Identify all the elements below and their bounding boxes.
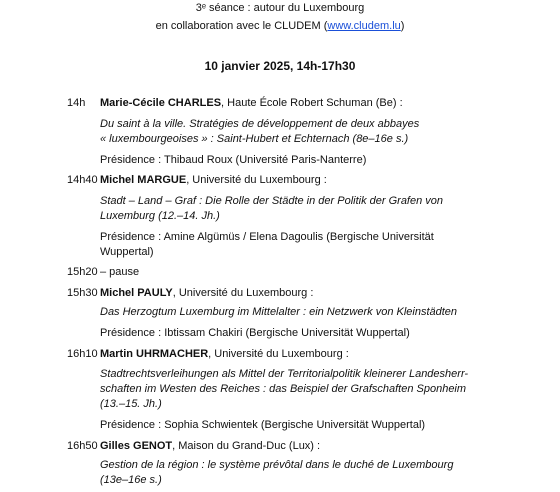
talk-title: (13.–15. Jh.) [100,398,162,410]
speaker-line [100,347,349,362]
talk-title: schaften im Westen des Reiches : das Beispiel der Grafschaften Sponheim [100,383,467,395]
speaker-name: Michel PAULY [100,287,173,299]
speaker-name: Martin UHRMACHER [100,348,209,360]
time-slot: 14h [67,97,86,109]
time-slot: 16h10 [67,348,98,360]
time-slot: 16h50 [67,440,98,452]
talk-title: Luxemburg (12.–14. Jh.) [100,210,220,222]
speaker-affiliation: , Haute École Robert Schuman (Be) : [221,97,403,109]
talk-title: Gestion de la région : le système prévôtal dans le duché de Luxembourg [100,459,454,471]
collab-suffix: ) [400,20,405,32]
time-slot: 15h30 [67,287,98,299]
speaker-line [100,439,320,454]
speaker-line [100,96,403,111]
speaker-name: Marie-Cécile CHARLES [100,97,222,109]
seance-heading: 3ᵉ séance : autour du Luxembourg [195,2,365,14]
time-slot: 14h40 [67,174,98,186]
cludem-link[interactable]: www.cludem.lu [327,20,401,32]
speaker-line [100,173,327,188]
talk-title: (13e–16e s.) [100,474,162,486]
speaker-line [100,286,313,301]
speaker-affiliation: , Université du Luxembourg : [186,174,327,186]
chair-line: Présidence : Ibtissam Chakiri (Bergische Universität Wuppertal) [100,327,410,339]
chair-line: Présidence : Thibaud Roux (Université Paris-Nanterre) [100,154,367,166]
speaker-affiliation: , Université du Luxembourg : [172,287,314,299]
talk-title: Stadt – Land – Graf : Die Rolle der Städte in der Politik der Grafen von [100,195,444,207]
collaboration-line [0,20,560,32]
chair-line: Présidence : Amine Algümüs / Elena Dagoulis (Bergische Universität [100,231,434,243]
talk-title: Das Herzogtum Luxemburg im Mittelalter : ein Netzwerk von Kleinstädten [100,306,458,318]
chair-line: Présidence : Sophia Schwientek (Bergische Universität Wuppertal) [100,419,426,431]
pause-label: – pause [100,266,140,278]
collab-prefix: en collaboration avec le CLUDEM ( [155,20,328,32]
talk-title: Stadtrechtsverleihungen als Mittel der Territorialpolitik kleinerer Landesherr- [100,368,469,380]
speaker-name: Michel MARGUE [100,174,187,186]
speaker-name: Gilles GENOT [100,440,173,452]
session-date: 10 janvier 2025, 14h-17h30 [204,59,356,73]
chair-line: Wuppertal) [100,246,154,258]
talk-title: « luxembourgeoises » : Saint-Hubert et Echternach (8e–16e s.) [100,133,409,145]
talk-title: Du saint à la ville. Stratégies de développement de deux abbayes [100,118,420,130]
time-slot: 15h20 [67,266,98,278]
speaker-affiliation: , Université du Luxembourg : [208,348,349,360]
speaker-affiliation: , Maison du Grand-Duc (Lux) : [172,440,321,452]
